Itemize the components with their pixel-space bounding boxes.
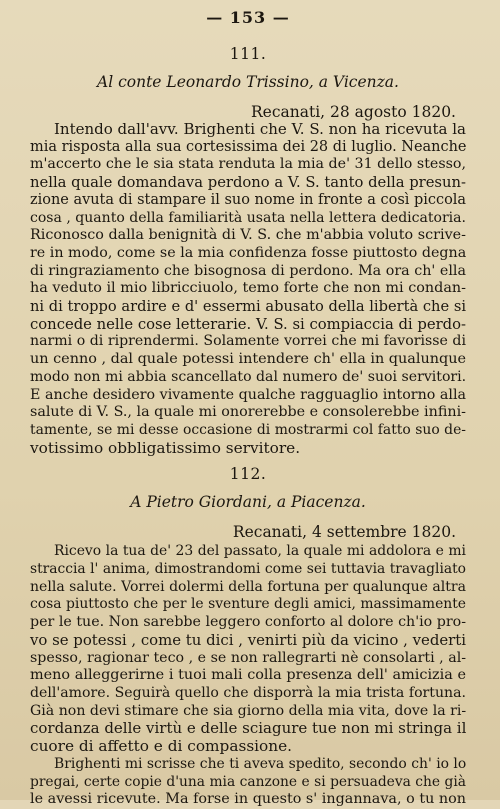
text-line: tamente, se mi desse occasione di mostrarmi col fatto suo de- xyxy=(30,421,466,438)
text-line: votissimo obbligatissimo servitore. xyxy=(30,438,301,457)
text-line: nella salute. Vorrei dolermi della fortuna per qualunque altra xyxy=(30,578,466,595)
text-line: Ricevo la tua de' 23 del passato, la quale mi addolora e mi xyxy=(54,543,466,560)
text-line: per le tue. Non sarebbe leggero conforto al dolore ch'io pro- xyxy=(30,614,466,631)
text-line: di ringraziamento che bisognosa di perdono. Ma ora ch' ella xyxy=(30,262,466,279)
text-line: dell'amore. Seguirà quello che disporrà la mia trista fortuna. xyxy=(30,684,466,701)
text-line: le avessi ricevute. Ma forse in questo s' ingannava, o tu non xyxy=(30,791,466,808)
text-line: concede nelle cose letterarie. V. S. si compiaccia di perdo- xyxy=(30,315,466,333)
letter-112 xyxy=(30,465,466,809)
text-line: vo se potessi , come tu dici , venirti più da vicino , vederti xyxy=(30,630,466,649)
text-line: narmi o di riprendermi. Solamente vorrei che mi favorisse di xyxy=(30,333,466,350)
text-line: Intendo dall'avv. Brighenti che V. S. non ha ricevuta la xyxy=(54,120,466,138)
text-line: ni di troppo ardire e d' essermi abusato della libertà che si xyxy=(30,298,466,316)
text-line: un cenno , dal quale potessi intendere ch' ella in qualunque xyxy=(30,351,466,368)
text-line: ha veduto il mio libricciuolo, temo forte che non mi condan- xyxy=(30,280,466,297)
text-line: straccia l' anima, dimostrandomi come sei tuttavia travagliato xyxy=(30,561,466,578)
text-line: cosa piuttosto che per le sventure degli amici, massimamente xyxy=(30,596,466,613)
letter-number: 112. xyxy=(229,465,267,484)
letter-addressee: Al conte Leonardo Trissino, a Vicenza. xyxy=(97,73,399,91)
letter-addressee: A Pietro Giordani, a Piacenza. xyxy=(130,493,366,512)
text-line: spesso, ragionar teco , e se non rallegrarti nè consolarti , al- xyxy=(30,649,467,666)
text-line: salute di V. S., la quale mi onorerebbe e consolerebbe infini- xyxy=(30,404,466,421)
text-line: Già non devi stimare che sia giorno della mia vita, dove la ri- xyxy=(30,702,467,719)
letter-number: 111. xyxy=(229,45,267,63)
letter-dateline: Recanati, 28 agosto 1820. xyxy=(251,103,456,121)
text-line: Riconosco dalla benignità di V. S. che m'abbia voluto scrive- xyxy=(30,227,466,244)
text-line: modo non mi abbia scancellato dal numero de' suoi servitori. xyxy=(30,368,467,385)
text-line: cosa , quanto della familiarità usata nella lettera dedicatoria. xyxy=(30,209,466,226)
text-line: nella quale domandava perdono a V. S. tanto della presun- xyxy=(30,174,466,192)
text-line: meno alleggerirne i tuoi mali colla presenza dell' amicizia e xyxy=(30,667,466,684)
text-line: Brighenti mi scrisse che ti aveva spedito, secondo ch' io lo xyxy=(54,755,467,772)
page-number: — 153 — xyxy=(206,8,290,27)
text-line: re in modo, come se la mia confidenza fosse piuttosto degna xyxy=(30,244,467,261)
letter-body xyxy=(30,543,466,809)
text-line: E anche desidero vivamente qualche ragguaglio intorno alla xyxy=(30,386,466,403)
letter-body xyxy=(30,121,466,457)
letter-dateline: Recanati, 4 settembre 1820. xyxy=(232,523,456,542)
text-line: mia risposta alla sua cortesissima dei 28 di luglio. Neanche xyxy=(30,138,467,155)
text-line: cordanza delle virtù e delle sciagure tue non mi stringa il xyxy=(30,719,467,738)
letter-111 xyxy=(30,45,466,457)
text-line: pregai, certe copie d'una mia canzone e si persuadeva che già xyxy=(30,773,466,790)
text-line: cuore di affetto e di compassione. xyxy=(30,737,293,756)
text-line: zione avuta di stampare il suo nome in fronte a così piccola xyxy=(30,191,467,208)
text-line: m'accerto che le sia stata renduta la mia de' 31 dello stesso, xyxy=(30,156,466,173)
